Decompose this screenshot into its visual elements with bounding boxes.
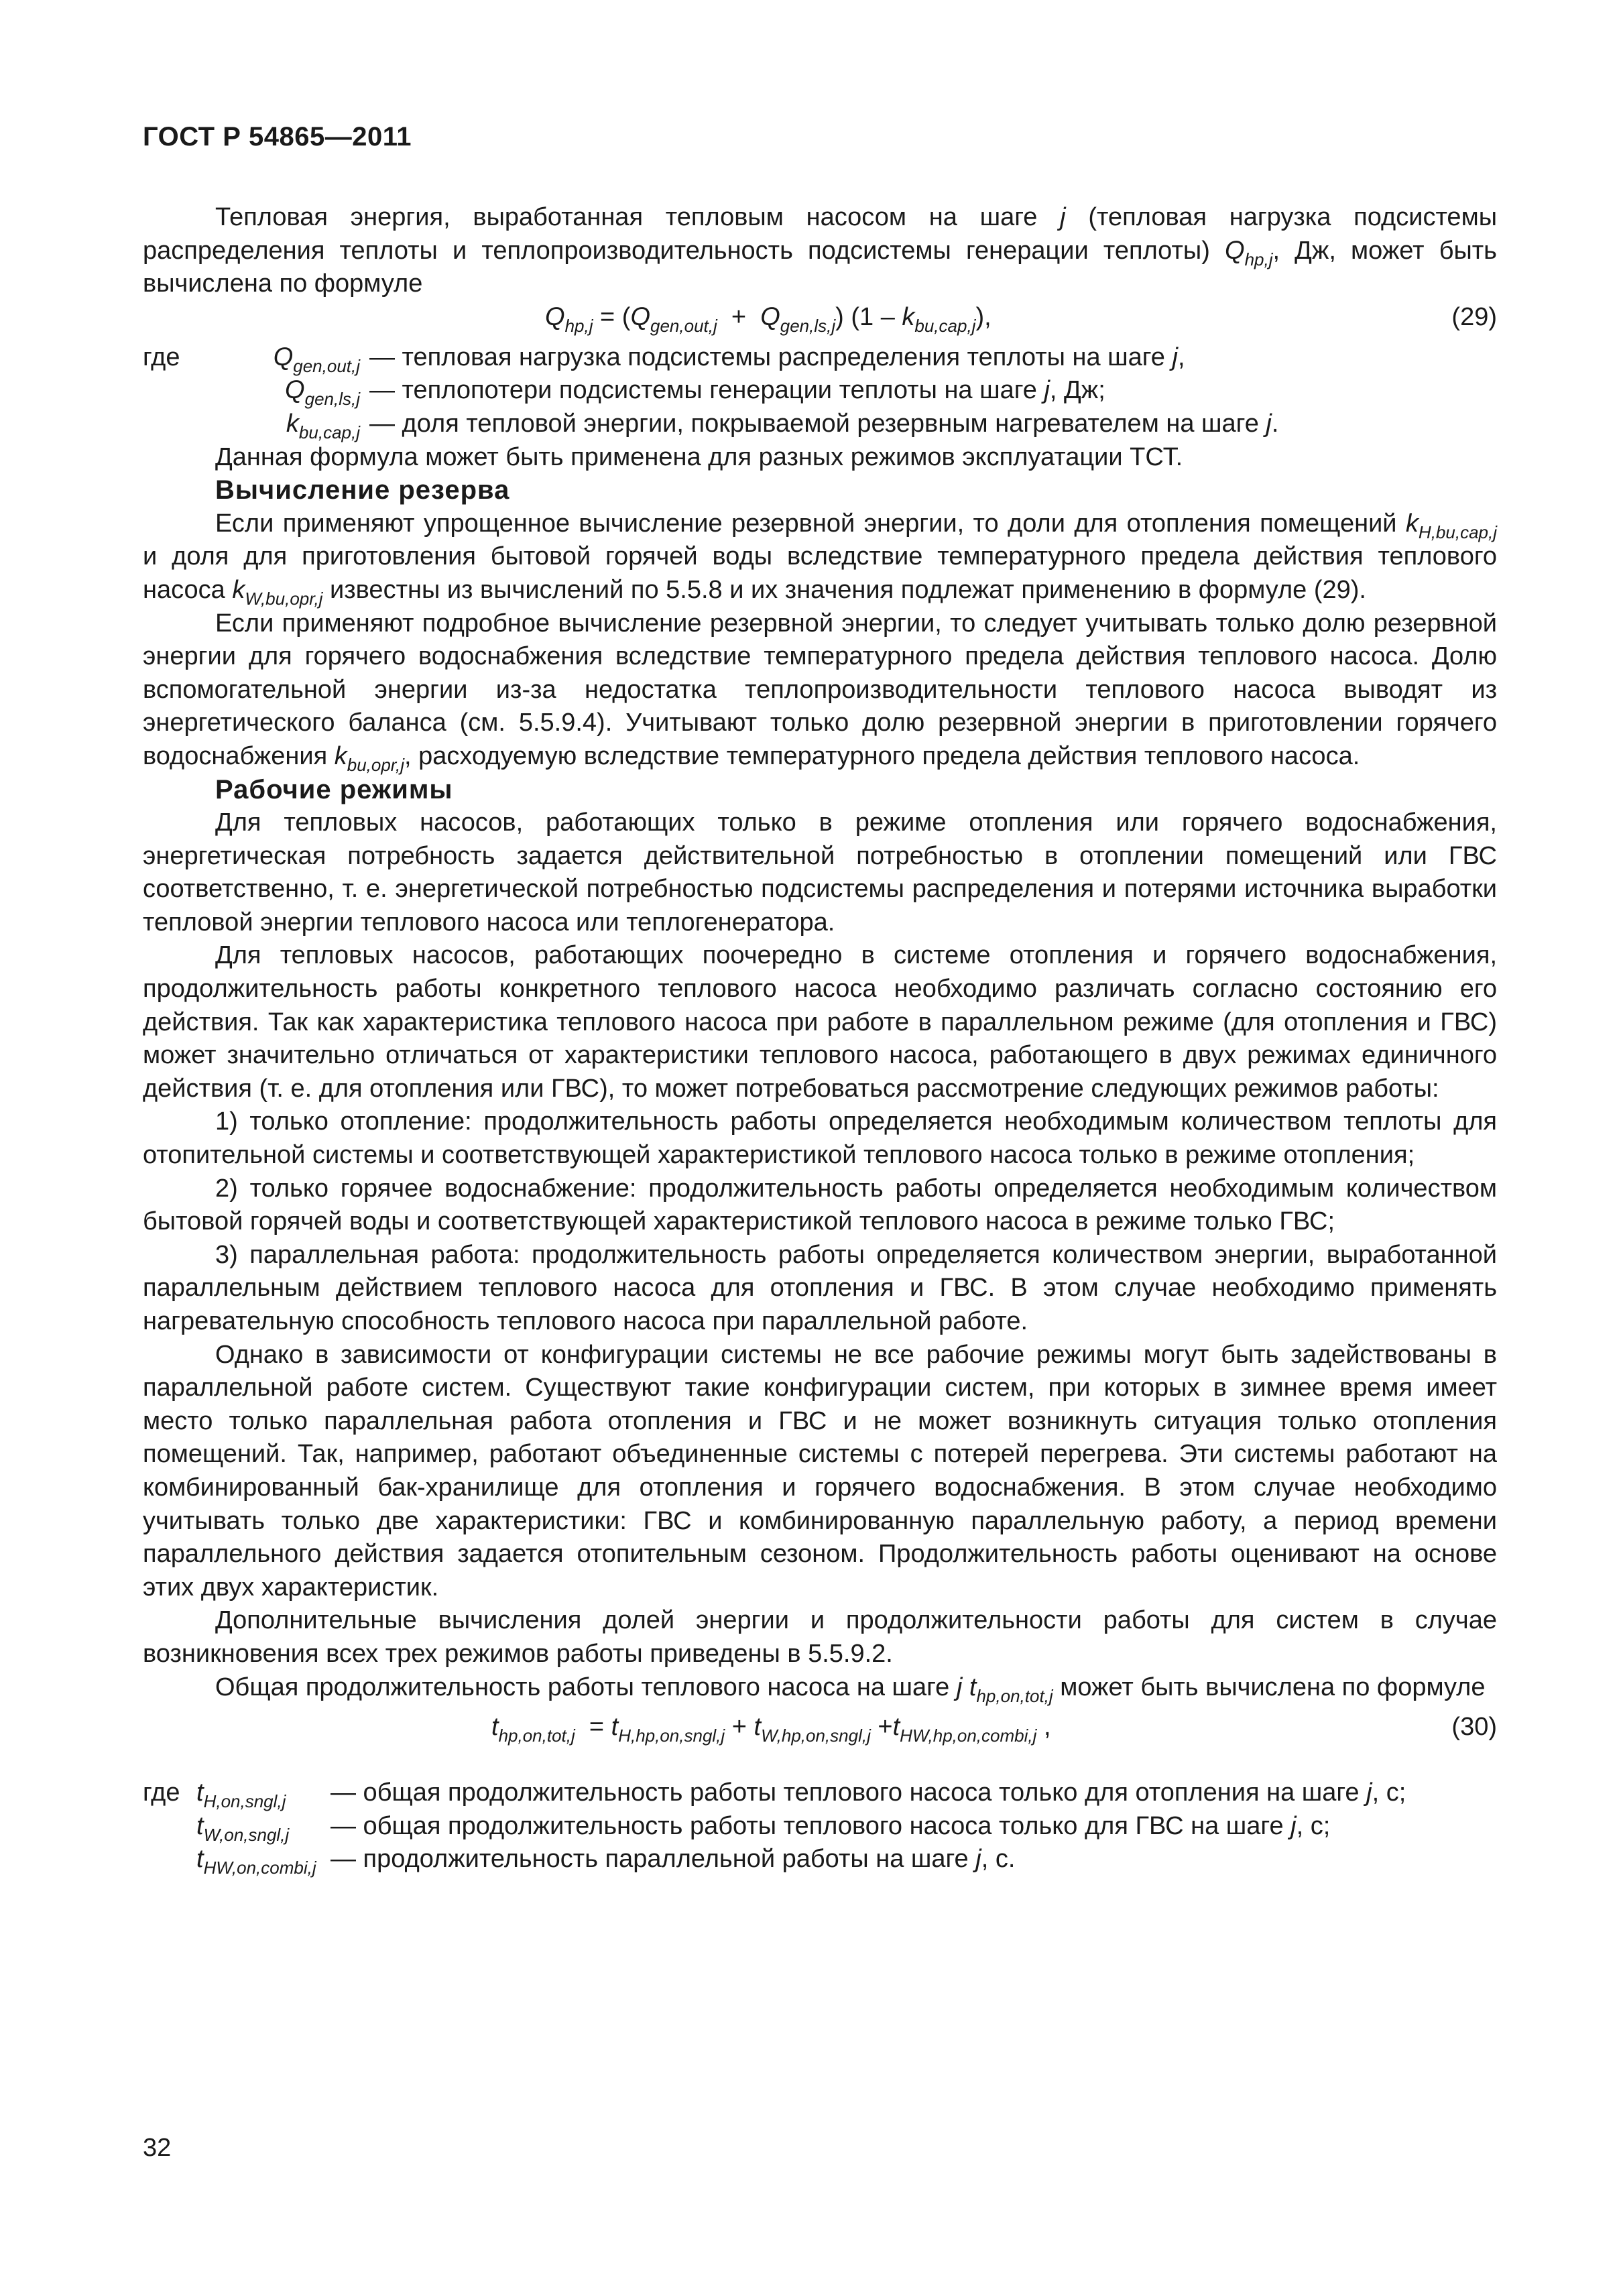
where-label: где (143, 1778, 180, 1807)
list-item: 3) параллельная работа: продолжительность работы определяется количеством энергии, выработанной параллельным действием теплового насоса для отопления и ГВС. В этом случае необходимо применять нагревательную способность теплового насоса при параллельной работе. (143, 1240, 1497, 1335)
paragraph-configuration: Однако в зависимости от конфигурации системы не все рабочие режимы могут быть задействованы в параллельной работе систем. Существуют такие конфигурации систем, при которых в зимнее время имеет место только параллельная работа отопления и ГВС и не может возникнуть ситуация только отопления помещений. Так, например, работают объединенные системы с потерей перегрева. Эти системы работают на комбинированный бак-хранилище для отопления и горячего водоснабжения. В этом случае необходимо учитывать только две характеристики: ГВС и комбинированную параллельную работу, а период времени параллельного действия задается отопительным сезоном. Продолжительность работы оценивают на основе этих двух характеристик. (143, 1340, 1497, 1602)
where-symbol: $t_{W,on,sngl,j}$ (196, 1811, 290, 1845)
formula-30 (143, 1704, 1497, 1764)
where-definition: — общая продолжительность работы теплового насоса только для ГВС на шаге j, с; (330, 1811, 1331, 1840)
paragraph-alternating-mode: Для тепловых насосов, работающих поочередно в системе отопления и горячего водоснабжения, продолжительность работы конкретного теплового насоса необходимо различать согласно состоянию его действия. Так как характеристика теплового насоса при работе в параллельном режиме (для отопления и ГВС) может значительно отличаться от характеристики теплового насоса, работающего в двух режимах единичного действия (т. е. для отопления или ГВС), то может потребоваться рассмотрение следующих режимов работы: (143, 941, 1497, 1103)
page-number: 32 (143, 2134, 172, 2162)
formula-30-number: (30) (1451, 1713, 1497, 1742)
where-list-30 (143, 1776, 1497, 1876)
paragraph-simplified-reserve: Если применяют упрощенное вычисление резервной энергии, то доли для отопления помещений $k_{H,bu,cap,j}$ и доля для приготовления бытовой горячей воды вследствие температурного предела действия теплового насоса $k_{W,bu,opr,j}$ известны из вычислений по 5.5.8 и их значения подлежат применению в формуле (29). (143, 509, 1497, 609)
where-definition: — доля тепловой энергии, покрываемой резервным нагревателем на шаге j. (369, 409, 1279, 438)
heading-operating-modes: Рабочие режимы (215, 774, 453, 804)
document-body (143, 201, 1497, 1876)
heading-reserve-calculation: Вычисление резерва (215, 475, 510, 505)
where-label: где (143, 343, 180, 371)
list-item: 2) только горячее водоснабжение: продолжительность работы определяется необходимым количеством бытовой горячей воды и соответствующей характеристикой теплового насоса в режиме только ГВС; (143, 1174, 1497, 1236)
where-symbol: $k_{bu,cap,j}$ (286, 409, 360, 442)
formula-29-number: (29) (1451, 302, 1497, 331)
where-symbol: $Q_{gen,ls,j}$ (285, 376, 360, 410)
paragraph-total-duration: Общая продолжительность работы теплового насоса на шаге j $t_{hp,on,tot,j}$ может быть вычислена по формуле (215, 1673, 1486, 1706)
paragraph-heat-energy: Тепловая энергия, выработанная тепловым насосом на шаге j (тепловая нагрузка подсистемы распределения теплоты и теплопроизводительность подсистемы генерации теплоты) $Q_{hp,j}$, Дж, может быть вычислена по формуле (143, 203, 1498, 298)
paragraph-single-mode: Для тепловых насосов, работающих только в режиме отопления или горячего водоснабжения, энергетическая потребность задается действительной потребностью в отоплении помещений или ГВС соответственно, т. е. энергетической потребностью подсистемы распределения и потерями источника выработки тепловой энергии теплового насоса или теплогенератора. (143, 808, 1497, 936)
where-definition: — теплопотери подсистемы генерации теплоты на шаге j, Дж; (369, 376, 1105, 405)
where-symbol: $t_{H,on,sngl,j}$ (196, 1778, 286, 1812)
list-item: 1) только отопление: продолжительность работы определяется необходимым количеством теплоты для отопительной системы и соответствующей характеристикой теплового насоса только в режиме отопления; (143, 1107, 1497, 1170)
paragraph-additional-calculations: Дополнительные вычисления долей энергии и продолжительности работы для систем в случае возникновения всех трех режимов работы приведены в 5.5.9.2. (143, 1606, 1497, 1668)
where-definition: — общая продолжительность работы теплового насоса только для отопления на шаге j, с; (330, 1778, 1406, 1807)
where-symbol: $Q_{gen,out,j}$ (273, 343, 360, 376)
where-symbol: $t_{HW,on,combi,j}$ (196, 1845, 316, 1878)
standard-header: ГОСТ Р 54865—2011 (143, 122, 412, 152)
where-definition: — тепловая нагрузка подсистемы распределения теплоты на шаге j, (369, 343, 1185, 371)
paragraph-detailed-reserve: Если применяют подробное вычисление резервной энергии, то следует учитывать только долю резервной энергии для горячего водоснабжения вследствие температурного предела действия теплового насоса. Долю вспомогательной энергии из-за недостатка теплопроизводительности теплового насоса выводят из энергетического баланса (см. 5.5.9.4). Учитывают только долю резервной энергии в приготовлении горячего водоснабжения $k_{bu,opr,j}$, расходуемую вследствие температурного предела действия теплового насоса. (143, 609, 1497, 775)
paragraph-formula-applicability: Данная формула может быть применена для разных режимов эксплуатации ТСТ. (215, 442, 1183, 471)
where-definition: — продолжительность параллельной работы на шаге j, с. (330, 1845, 1016, 1874)
formula-29-expression: $Q_{hp,j} = (Q_{gen,out,j} + Q_{gen,ls,j})$ $(1 - k_{bu,cap,j})$, (545, 302, 991, 336)
formula-29 (143, 301, 1497, 341)
where-list-29 (143, 341, 1497, 441)
formula-30-expression: $t_{hp,on,tot,j} = t_{H,hp,on,sngl,j} + t_{W,hp,on,sngl,j} +t_{HW,hp,on,combi,j}$ , (491, 1713, 1051, 1746)
